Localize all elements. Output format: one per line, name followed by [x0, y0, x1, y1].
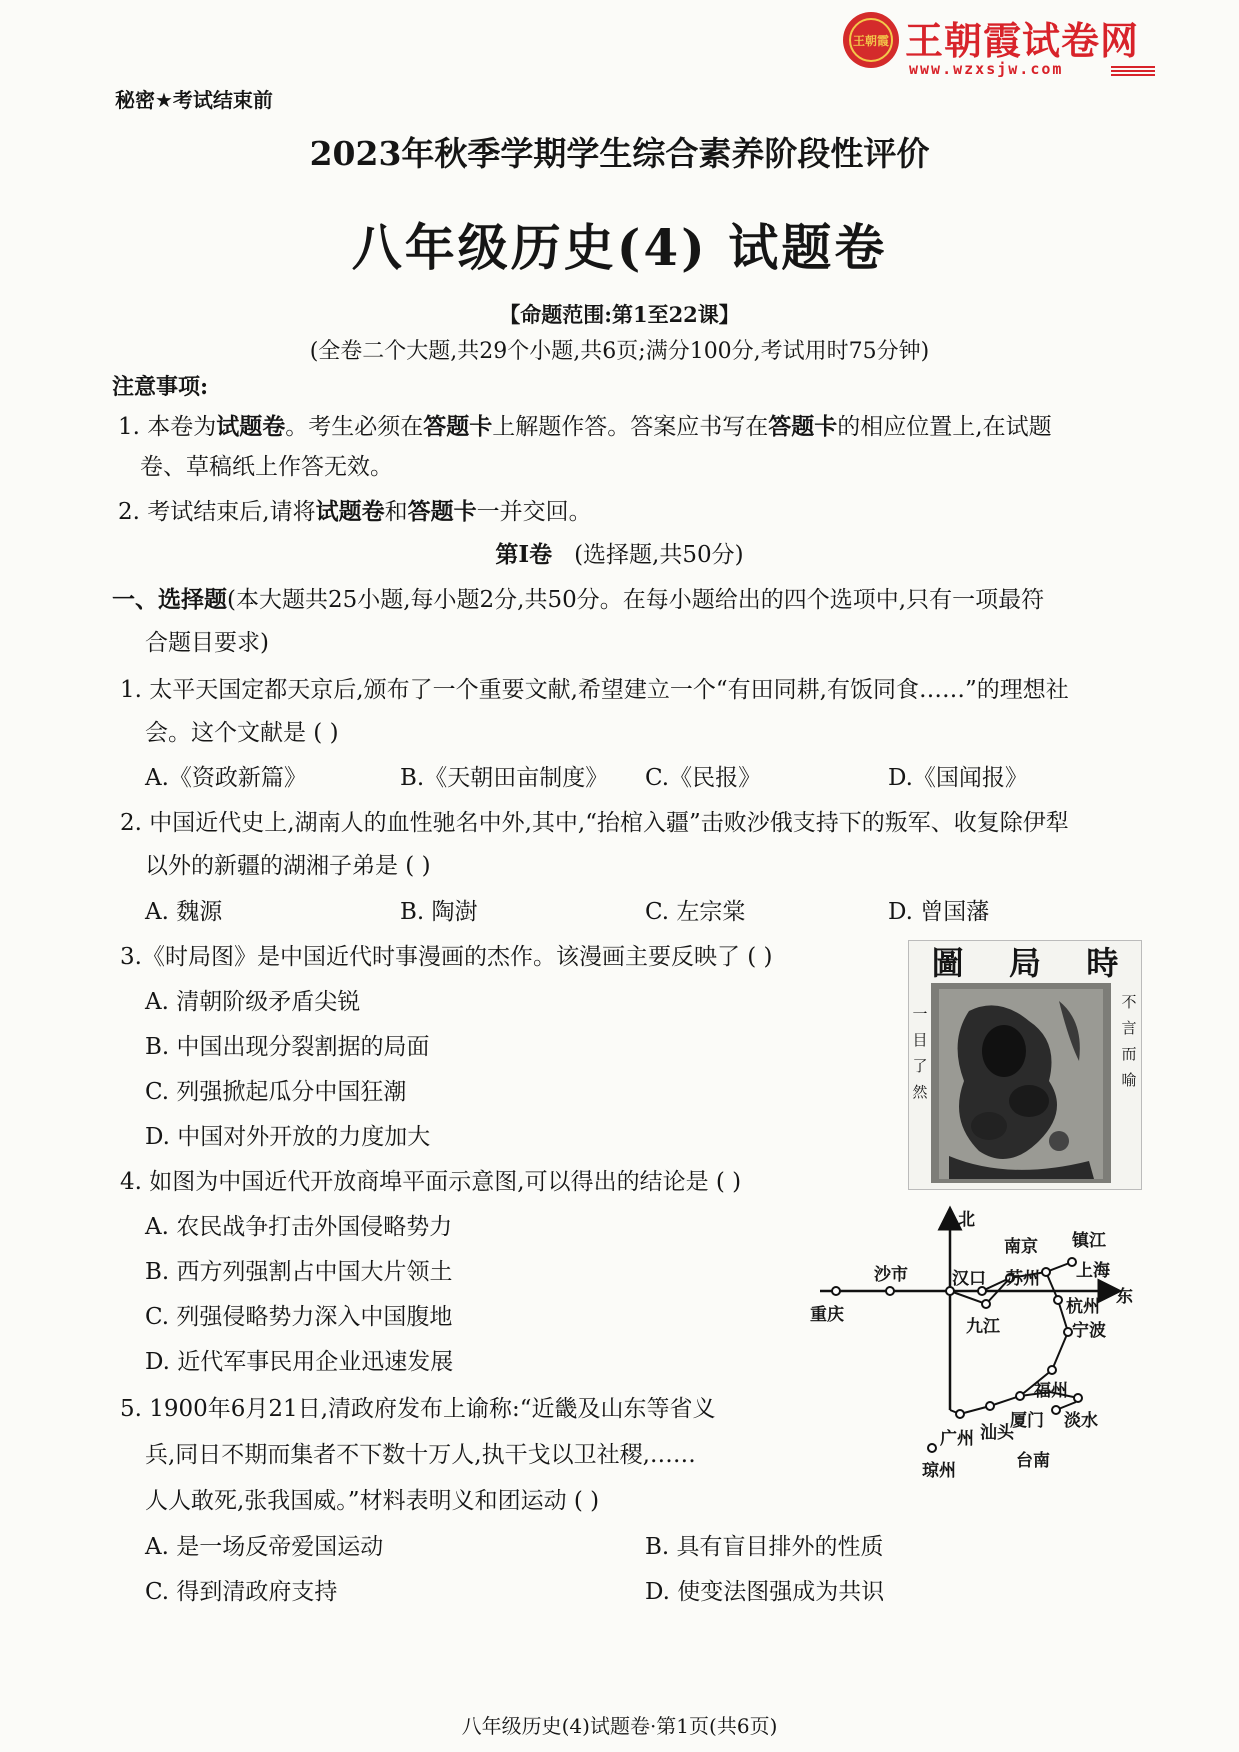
q3-option-b: B. 中国出现分裂割据的局面	[145, 1034, 430, 1060]
city-shashi: 沙市	[874, 1265, 908, 1285]
note-2-part: 一并交回。	[476, 499, 592, 525]
part-desc: (选择题,共50分)	[574, 542, 744, 568]
seal-icon	[843, 12, 899, 68]
seal-text: 王朝霞	[849, 18, 893, 62]
cartoon-title-char: 圖	[931, 944, 964, 982]
q1-stem: 1. 太平天国定都天京后,颁布了一个重要文献,希望建立一个“有田同耕,有饭同食……”的理想社	[120, 677, 1069, 703]
note-1-emph: 答题卡	[768, 413, 838, 440]
exam-scope: 【命题范围:第1至22课】	[499, 302, 740, 327]
cartoon-drawing	[909, 941, 1141, 1189]
note-2-emph: 答题卡	[407, 498, 477, 525]
question-section-intro	[112, 585, 1044, 615]
q2-stem-line2: 以外的新疆的湖湘子弟是 ( )	[145, 853, 431, 879]
exam-subject-title: 八年级历史(4) 试题卷	[351, 218, 888, 277]
q1-option-d: D.《国闻报》	[888, 765, 1028, 791]
note-1-emph: 答题卡	[423, 413, 493, 440]
q4-option-a: A. 农民战争打击外国侵略势力	[145, 1214, 453, 1240]
note-2-part: 2. 考试结束后,请将	[118, 499, 316, 525]
note-1-part: 1. 本卷为	[118, 414, 217, 440]
q3-option-c: C. 列强掀起瓜分中国狂潮	[145, 1079, 407, 1105]
q5-stem-line3: 人人敢死,张我国威。”材料表明义和团运动 ( )	[145, 1488, 600, 1514]
shiju-tu-cartoon	[908, 940, 1142, 1190]
note-1-part: 。考生必须在	[285, 414, 424, 440]
map-north: 北	[958, 1210, 975, 1230]
brand-name: 王朝霞试卷网	[905, 19, 1140, 63]
q5-option-b: B. 具有盲目排外的性质	[645, 1534, 884, 1560]
note-1	[118, 412, 1052, 442]
city-guangzhou: 广州	[940, 1429, 974, 1449]
city-jiujiang: 九江	[966, 1317, 1000, 1337]
cartoon-right-caption: 不言而喻	[1121, 993, 1137, 1089]
q2-option-d: D. 曾国藩	[888, 899, 990, 925]
city-zhenjiang: 镇江	[1072, 1231, 1106, 1251]
q1-option-a: A.《资政新篇》	[145, 765, 307, 791]
exam-title: 2023年秋季学期学生综合素养阶段性评价	[309, 134, 930, 173]
city-fuzhou: 福州	[1034, 1381, 1068, 1401]
city-chongqing: 重庆	[810, 1305, 844, 1325]
q1-option-b: B.《天朝田亩制度》	[400, 765, 609, 791]
city-shanghai: 上海	[1076, 1261, 1110, 1281]
city-xiamen: 厦门	[1010, 1411, 1044, 1431]
treaty-ports-map	[810, 1200, 1150, 1500]
q1-option-c: C.《民报》	[645, 765, 762, 791]
q2-option-c: C. 左宗棠	[645, 899, 746, 925]
cartoon-left-caption: 一目了然	[912, 1005, 928, 1101]
city-tainan: 台南	[1016, 1451, 1050, 1471]
q2-option-b: B. 陶澍	[400, 899, 478, 925]
note-2-part: 和	[384, 499, 408, 525]
city-hankou: 汉口	[952, 1269, 986, 1289]
q4-option-d: D. 近代军事民用企业迅速发展	[145, 1349, 454, 1375]
notes-heading: 注意事项:	[112, 374, 209, 400]
city-shantou: 汕头	[980, 1423, 1014, 1443]
note-1-emph: 试题卷	[216, 413, 286, 440]
secret-label: 秘密★考试结束前	[115, 88, 273, 112]
q4-stem: 4. 如图为中国近代开放商埠平面示意图,可以得出的结论是 ( )	[120, 1169, 742, 1195]
stripe-decoration	[1111, 66, 1155, 76]
q3-stem: 3.《时局图》是中国近代时事漫画的杰作。该漫画主要反映了 ( )	[120, 944, 773, 970]
city-suzhou: 苏州	[1006, 1269, 1040, 1289]
city-nanjing: 南京	[1004, 1237, 1038, 1257]
note-2-emph: 试题卷	[315, 498, 385, 525]
q5-option-d: D. 使变法图强成为共识	[645, 1579, 885, 1605]
cartoon-title-char: 時	[1086, 944, 1119, 982]
q5-option-c: C. 得到清政府支持	[145, 1579, 338, 1605]
section-intro: (本大题共25小题,每小题2分,共50分。在每小题给出的四个选项中,只有一项最符	[227, 587, 1045, 613]
q3-option-d: D. 中国对外开放的力度加大	[145, 1124, 431, 1150]
city-danshui: 淡水	[1064, 1411, 1098, 1431]
brand-url: www.wzxsjw.com	[909, 60, 1064, 78]
note-1-line2: 卷、草稿纸上作答无效。	[140, 454, 393, 480]
city-hangzhou: 杭州	[1066, 1297, 1100, 1317]
city-qiongzhou: 琼州	[922, 1461, 956, 1481]
page-footer: 八年级历史(4)试题卷·第1页(共6页)	[461, 1714, 778, 1738]
q5-option-a: A. 是一场反帝爱国运动	[145, 1534, 384, 1560]
q5-stem: 5. 1900年6月21日,清政府发布上谕称:“近畿及山东等省义	[120, 1396, 716, 1422]
q4-option-b: B. 西方列强割占中国大片领土	[145, 1259, 453, 1285]
section-heading: 一、选择题	[112, 586, 227, 613]
part-label: 第Ⅰ卷	[495, 541, 553, 568]
q2-stem: 2. 中国近代史上,湖南人的血性驰名中外,其中,“抬棺入疆”击败沙俄支持下的叛军、收复除伊犁	[120, 810, 1069, 836]
part-heading	[0, 540, 1239, 570]
brand-logo	[843, 10, 1163, 80]
q4-option-c: C. 列强侵略势力深入中国腹地	[145, 1304, 453, 1330]
map-east: 东	[1116, 1287, 1133, 1307]
cartoon-title-char: 局	[1008, 944, 1041, 982]
exam-info: (全卷二个大题,共29个小题,共6页;满分100分,考试用时75分钟)	[309, 339, 930, 364]
cartoon-left-text	[912, 1001, 928, 1105]
city-ningbo: 宁波	[1072, 1321, 1106, 1341]
q5-stem-line2: 兵,同日不期而集者不下数十万人,执干戈以卫社稷,……	[145, 1442, 696, 1468]
q1-stem-line2: 会。这个文献是 ( )	[145, 720, 339, 746]
q3-option-a: A. 清朝阶级矛盾尖锐	[145, 989, 361, 1015]
cartoon-right-text	[1121, 989, 1137, 1093]
section-intro-line2: 合题目要求)	[145, 630, 269, 656]
q2-option-a: A. 魏源	[145, 899, 223, 925]
note-1-part: 上解题作答。答案应书写在	[492, 414, 769, 440]
note-2	[118, 497, 592, 527]
note-1-part: 的相应位置上,在试题	[837, 414, 1052, 440]
